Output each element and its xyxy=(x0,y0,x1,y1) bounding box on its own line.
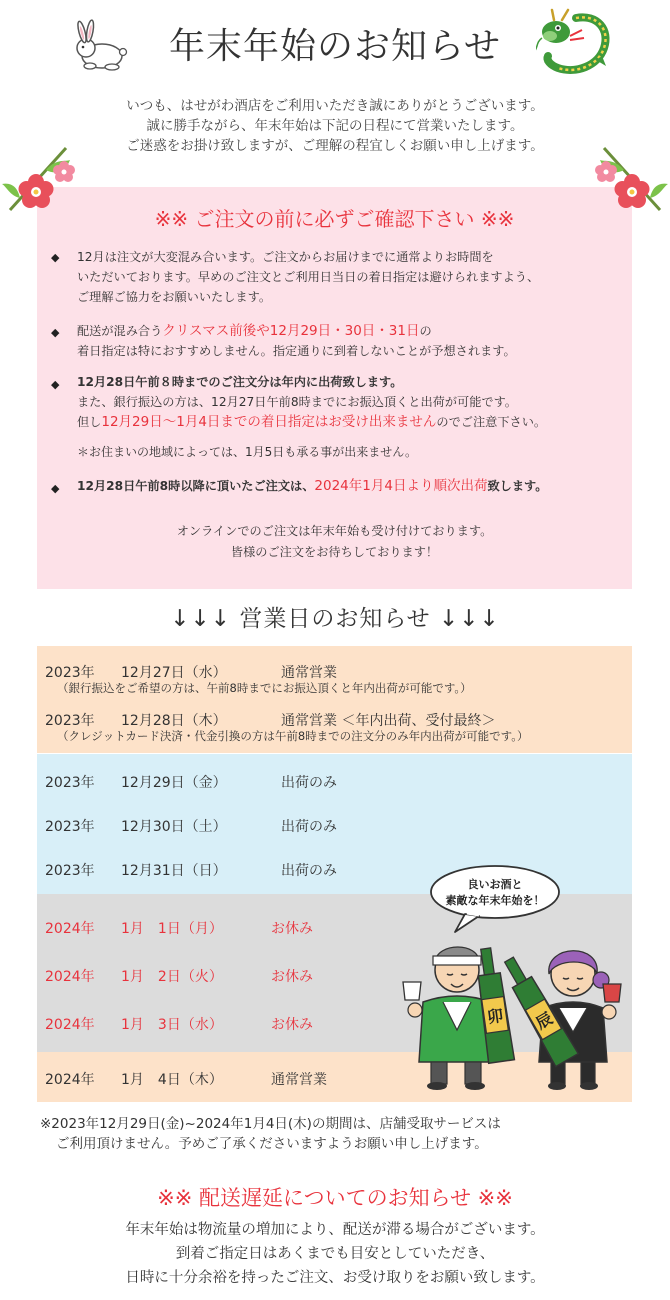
notice-text: の xyxy=(419,324,432,338)
notice-text: 但し xyxy=(77,415,102,429)
plum-blossom-icon xyxy=(0,140,78,218)
schedule-date: 1月 2日（火） xyxy=(121,969,223,985)
schedule-row xyxy=(45,1014,313,1034)
bottle-label-right: 辰 xyxy=(532,1008,556,1033)
bullet-icon: ◆ xyxy=(51,326,60,339)
schedule-row xyxy=(45,816,337,836)
notice-highlight: クリスマス前後や12月29日・30日・31日 xyxy=(162,323,420,339)
closing-line: オンラインでのご注文は年末年始も受け付けております。 xyxy=(176,524,493,538)
notice-highlight: 2024年1月4日より順次出荷 xyxy=(314,478,488,494)
schedule-row xyxy=(45,1069,327,1089)
schedule-status: 出荷のみ xyxy=(281,819,337,835)
notice-line xyxy=(77,321,622,341)
intro-line: ご迷惑をお掛け致しますが、ご理解の程宜しくお願い申し上げます。 xyxy=(126,138,544,154)
schedule-date: 12月31日（日） xyxy=(121,863,227,879)
store-note-line: ご利用頂けません。予めご了承くださいますようお願い申し上げます。 xyxy=(56,1136,488,1152)
schedule-date: 12月28日（木） xyxy=(121,713,227,729)
header xyxy=(0,0,670,90)
schedule-date: 1月 4日（木） xyxy=(121,1072,223,1088)
notice-line: また、銀行振込の方は、12月27日午前8時までにお振込頂くと出荷が可能です。 xyxy=(77,395,517,409)
store-note-line: ※2023年12月29日(金)~2024年1月4日(木)の期間は、店舗受取サービスは xyxy=(40,1116,501,1132)
schedule-row xyxy=(45,918,313,938)
speech-bubble-line: 素敵な年末年始を！ xyxy=(445,894,545,907)
speech-bubble-line: 良いお酒と xyxy=(467,878,523,891)
schedule-status: お休み xyxy=(271,1017,313,1033)
schedule-year: 2023年 xyxy=(45,665,95,681)
schedule-status: お休み xyxy=(271,921,313,937)
bullet-icon: ◆ xyxy=(51,251,60,264)
staff-illustration xyxy=(395,862,635,1094)
bullet-icon: ◆ xyxy=(51,482,60,495)
schedule-status: 通常営業 xyxy=(281,665,337,681)
notice-line: 12月28日午前８時までのご注文分は年内に出荷致します。 xyxy=(77,375,403,389)
schedule-row xyxy=(45,662,337,682)
store-pickup-note xyxy=(40,1114,640,1154)
schedule-date: 1月 1日（月） xyxy=(121,921,223,937)
schedule-status: 出荷のみ xyxy=(281,863,337,879)
schedule-status: 通常営業 ＜年内出荷、受付最終＞ xyxy=(281,713,496,729)
schedule-row xyxy=(45,772,337,792)
schedule-year: 2024年 xyxy=(45,1072,95,1088)
delay-line: 到着ご指定日はあくまでも目安としていただき、 xyxy=(175,1246,495,1262)
notice-line xyxy=(77,412,622,432)
schedule-year: 2023年 xyxy=(45,863,95,879)
notice-item-2 xyxy=(77,321,622,361)
notice-highlight: 12月29日～1月4日までの着日指定はお受け出来ません xyxy=(101,414,437,430)
delay-line: 年末年始は物流量の増加により、配送が滞る場合がございます。 xyxy=(125,1222,545,1238)
schedule-year: 2023年 xyxy=(45,819,95,835)
schedule-note: （銀行振込をご希望の方は、午前8時までにお振込頂くと年内出荷が可能です。） xyxy=(57,681,472,695)
schedule-status: 通常営業 xyxy=(271,1072,327,1088)
schedule-year: 2024年 xyxy=(45,921,95,937)
notice-item-3 xyxy=(77,372,622,432)
bottle-label-left: 卯 xyxy=(485,1005,505,1027)
page-title: 年末年始のお知らせ xyxy=(169,26,501,67)
notice-closing xyxy=(37,521,632,563)
closing-line: 皆様のご注文をお待ちしております！ xyxy=(230,545,439,559)
business-days-title: ↓↓↓ 営業日のお知らせ ↓↓↓ xyxy=(170,606,500,632)
schedule-status: お休み xyxy=(271,969,313,985)
notice-line: ご理解ご協力をお願いいたします。 xyxy=(77,290,272,304)
intro-text xyxy=(0,96,670,156)
notice-line: 着日指定は特におすすめしません。指定通りに到着しないことが予想されます。 xyxy=(77,344,516,358)
notice-text: のでご注意下さい。 xyxy=(436,415,547,429)
delay-line: 日時に十分余裕を持ったご注文、お受け取りをお願い致します。 xyxy=(125,1270,545,1286)
schedule-status: 出荷のみ xyxy=(281,775,337,791)
intro-line: 誠に勝手ながら、年末年始は下記の日程にて営業いたします。 xyxy=(146,118,524,134)
schedule-row xyxy=(45,710,495,730)
plum-blossom-icon xyxy=(592,140,670,218)
notice-title: ※※ ご注文の前に必ずご確認下さい ※※ xyxy=(154,207,515,231)
notice-text: 12月28日午前8時以降に頂いたご注文は、 xyxy=(77,479,315,493)
schedule-date: 1月 3日（水） xyxy=(121,1017,223,1033)
schedule-row xyxy=(45,966,313,986)
notice-footnote: ＊お住まいの地域によっては、1月5日も承る事が出来ません。 xyxy=(77,445,417,459)
schedule-block-regular xyxy=(37,646,632,753)
schedule-row xyxy=(45,860,337,880)
notice-text: 配送が混み合う xyxy=(77,324,163,338)
schedule-date: 12月29日（金） xyxy=(121,775,227,791)
notice-item-4 xyxy=(77,476,622,496)
schedule-year: 2023年 xyxy=(45,713,95,729)
notice-item-1 xyxy=(77,247,622,307)
delay-notice-title: ※※ 配送遅延についてのお知らせ ※※ xyxy=(157,1186,513,1210)
notice-text: 致します。 xyxy=(487,479,548,493)
bullet-icon: ◆ xyxy=(51,378,60,391)
schedule-note: （クレジットカード決済・代金引換の方は午前8時までの注文分のみ年内出荷が可能です。） xyxy=(57,729,529,743)
delay-notice-text xyxy=(0,1218,670,1290)
notice-line: 12月は注文が大変混み合います。ご注文からお届けまでに通常よりお時間を xyxy=(77,250,494,264)
notice-box xyxy=(37,187,632,589)
notice-line: いただいております。早めのご注文とご利用日当日の着日指定は避けられますよう、 xyxy=(77,270,540,284)
schedule-year: 2024年 xyxy=(45,1017,95,1033)
schedule-date: 12月30日（土） xyxy=(121,819,227,835)
dragon-illustration xyxy=(536,8,614,80)
schedule-year: 2024年 xyxy=(45,969,95,985)
schedule-date: 12月27日（水） xyxy=(121,665,227,681)
schedule-year: 2023年 xyxy=(45,775,95,791)
intro-line: いつも、はせがわ酒店をご利用いただき誠にありがとうございます。 xyxy=(126,98,544,114)
